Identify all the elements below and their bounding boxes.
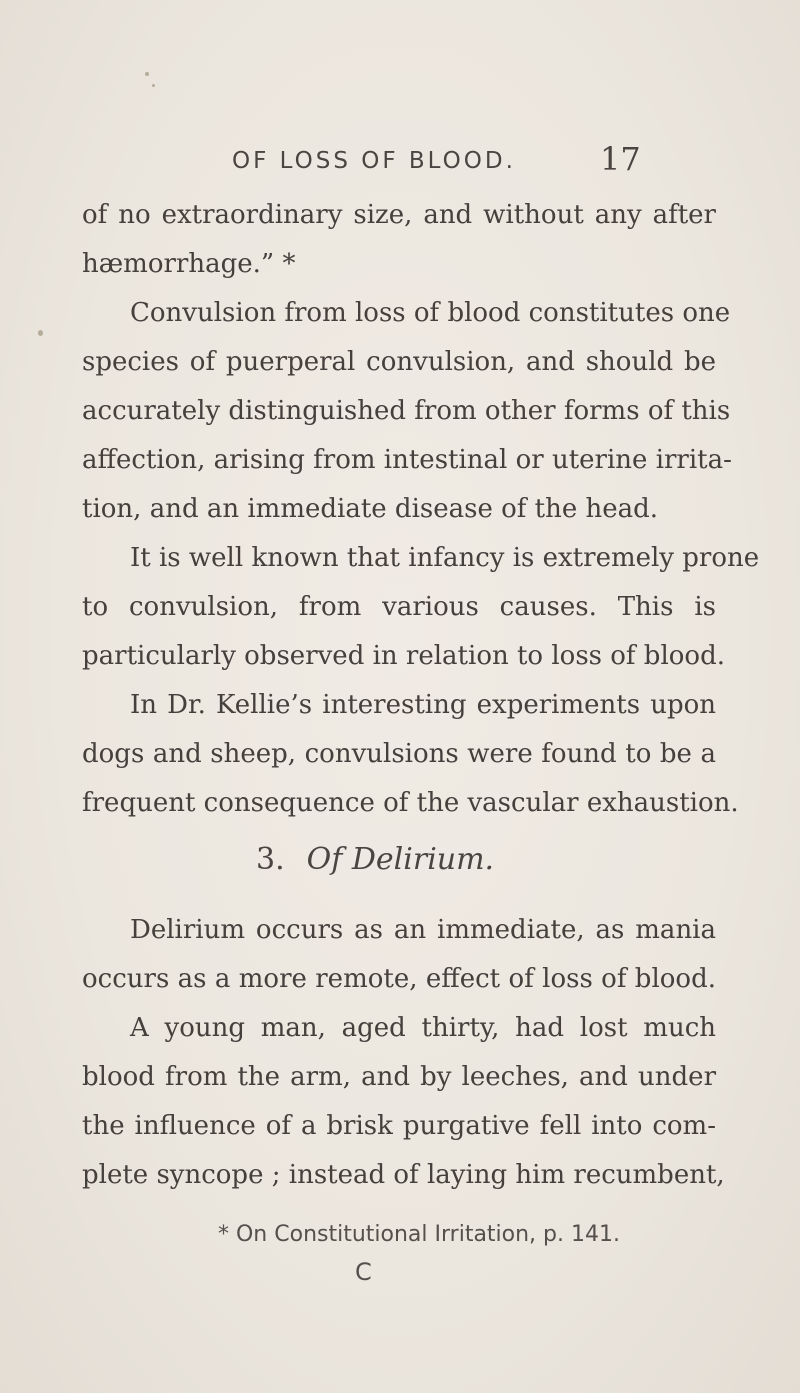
text-line: In Dr. Kellie’s interesting experiments upon <box>130 690 716 720</box>
text-line: Delirium occurs as an immediate, as mania <box>130 915 716 945</box>
section-title: Of Delirium. <box>306 842 495 877</box>
text-line: Convulsion from loss of blood constitutes one <box>130 298 731 328</box>
text-line: particularly observed in relation to loss of blood. <box>82 641 725 671</box>
text-line: the influence of a brisk purgative fell into com- <box>82 1111 716 1141</box>
text-line: It is well known that infancy is extremely prone <box>130 543 760 573</box>
page-number: 17 <box>600 140 641 178</box>
text-line: accurately distinguished from other forms of this <box>82 396 731 426</box>
text-line: of no extraordinary size, and without any after <box>82 200 716 230</box>
paper-speck <box>145 72 149 76</box>
paper-speck <box>38 330 43 336</box>
section-heading <box>256 842 494 877</box>
text-line: plete syncope ; instead of laying him recumbent, <box>82 1160 725 1190</box>
text-line: blood from the arm, and by leeches, and under <box>82 1062 716 1092</box>
text-line: affection, arising from intestinal or uterine irrita- <box>82 445 732 475</box>
text-line: to convulsion, from various causes. This is <box>82 592 716 622</box>
text-line: occurs as a more remote, effect of loss of blood. <box>82 964 716 994</box>
paper-speck <box>152 84 155 87</box>
text-line: species of puerperal convulsion, and should be <box>82 347 716 377</box>
text-line: dogs and sheep, convulsions were found to be a <box>82 739 716 769</box>
signature-mark: C <box>355 1258 372 1286</box>
section-number: 3. <box>256 842 285 877</box>
running-title: OF LOSS OF BLOOD. <box>232 148 516 174</box>
text-line: tion, and an immediate disease of the head. <box>82 494 659 524</box>
footnote: * On Constitutional Irritation, p. 141. <box>218 1222 620 1247</box>
text-line: A young man, aged thirty, had lost much <box>130 1013 716 1043</box>
text-line: frequent consequence of the vascular exhaustion. <box>82 788 739 818</box>
page-header <box>0 140 800 188</box>
text-line: hæmorrhage.” * <box>82 249 296 279</box>
